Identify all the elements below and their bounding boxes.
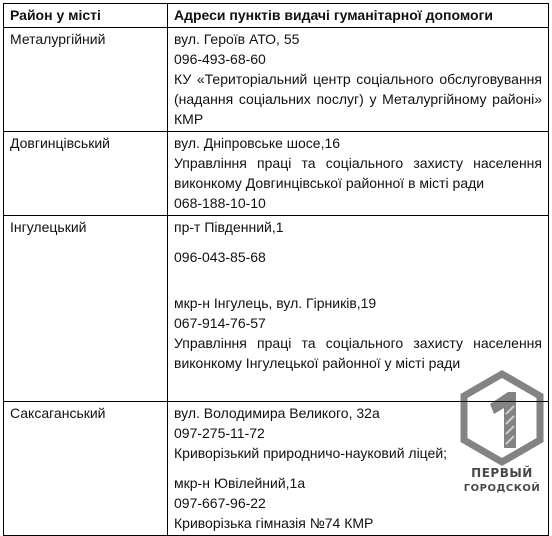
table-row [4,132,549,216]
district-cell: Металургійний [4,28,168,132]
address-line: пр-т Південний,1 [174,219,284,235]
phone-line: 068-188-10-10 [174,195,266,211]
district-cell: Саксаганський [4,402,168,536]
district-cell: Довгинцівський [4,132,168,216]
institution-line: Криворізька гімназія №74 КМР [174,515,374,531]
phone-line: 097-275-11-72 [174,425,265,441]
address-line: вул. Володимира Великого, 32а [174,405,380,421]
institution-line: КУ «Територіальний центр соціального обслуговування (надання соціальних послуг) у Металургійному районі» КМР [174,71,542,127]
address-line: вул. Дніпровське шосе,16 [174,135,341,151]
address-line: мкр-н Інгулець, вул. Гірників,19 [174,295,377,311]
watermark-emblem-icon [456,368,548,468]
institution-line: Криворізький природничо-науковий ліцей; [174,445,448,461]
phone-line: 097-667-96-22 [174,495,266,511]
watermark-line2: ГОРОДСКОЙ [463,483,541,494]
table-header-row [4,4,549,28]
district-cell: Інгулецький [4,216,168,402]
phone-line: 096-043-85-68 [174,249,266,265]
institution-line: Управління праці та соціального захисту населення виконкому Довгинцівської районної в місті ради [174,155,542,191]
institution-line: Управління праці та соціального захисту населення виконкому Інгулецької районної у місті ради [174,335,542,371]
table-row [4,28,549,132]
watermark-logo [456,368,548,496]
header-district: Район у місті [4,4,168,28]
address-cell [168,132,549,216]
address-cell [168,28,549,132]
header-addresses: Адреси пунктів видачі гуманітарної допомоги [168,4,549,28]
address-line: вул. Героїв АТО, 55 [174,31,300,47]
phone-line: 096-493-68-60 [174,51,266,67]
watermark-line1: ПЕРВЫЙ [471,466,533,480]
address-line: мкр-н Ювілейний,1а [174,475,306,491]
phone-line: 067-914-76-57 [174,315,266,331]
